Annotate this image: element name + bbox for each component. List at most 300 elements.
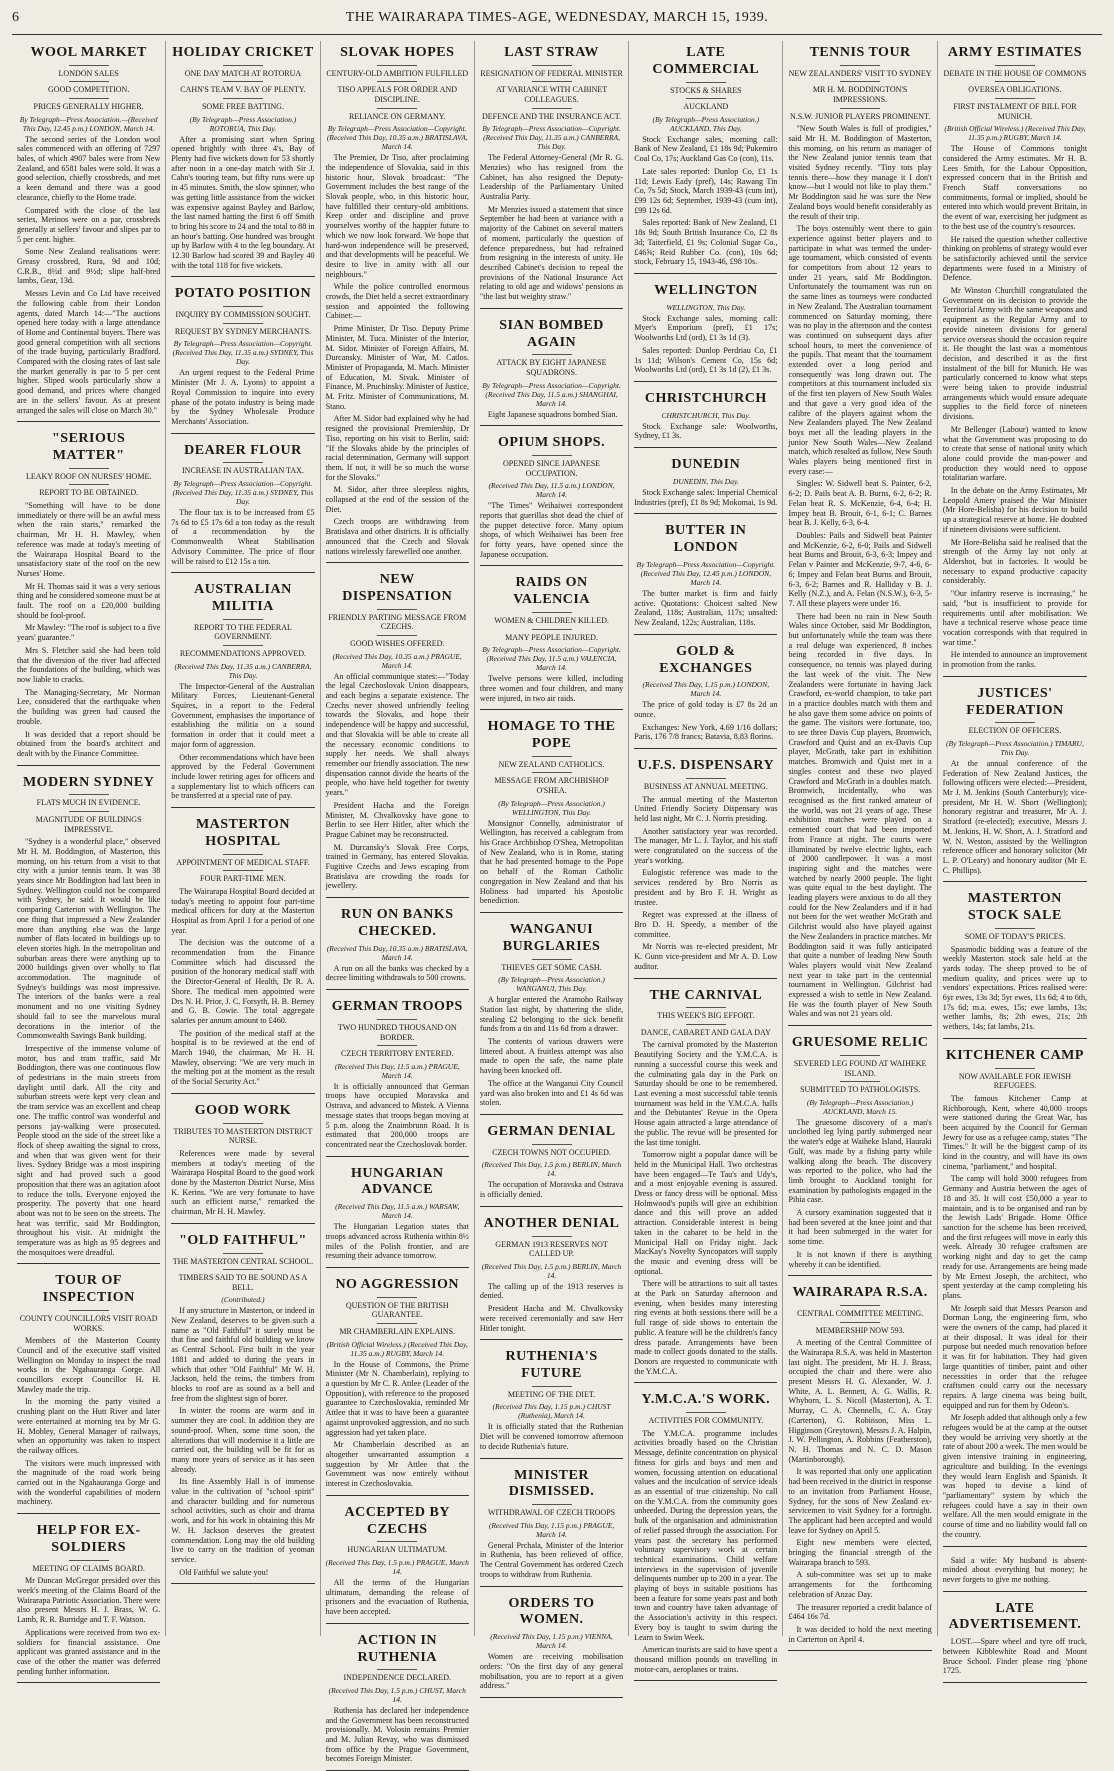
article	[480, 922, 623, 1115]
dateline: (By Telegraph—Press Association.) AUCKLAND, This Day.	[652, 114, 760, 133]
article	[788, 1035, 931, 1276]
article-rule	[171, 1583, 314, 1584]
article-paragraph: Stock Exchange sale: Woolworths, Sydney, £1 3s.	[634, 421, 778, 441]
divider	[377, 609, 417, 610]
article-headline: MASTERTON HOSPITAL	[195, 817, 290, 849]
article	[17, 45, 160, 422]
column-3	[321, 41, 475, 1764]
divider	[223, 645, 263, 646]
article-paragraph: While the police controlled enormous crowds, the Diet held a secret extraordinary session and appointed the following Cabinet:—	[325, 282, 469, 321]
divider	[532, 1144, 572, 1145]
article-paragraph: It was reported that only one application had been received in the district in response to an invitation from Parliament House, Sydney, for the sons of New Zealand ex-servicemen to visit Sydney for a fortnight. The applicant had been accepted and would leave for Sydney on April 5.	[788, 1467, 932, 1535]
article-headline: THE CARNIVAL	[649, 987, 763, 1003]
article-subheading: TIMBERS SAID TO BE SOUND AS A BELL.	[178, 1273, 308, 1292]
article-subheading: ACTIVITIES FOR COMMUNITY.	[648, 1416, 764, 1426]
divider	[223, 98, 263, 99]
divider	[377, 1323, 417, 1324]
divider	[223, 1253, 263, 1254]
article-paragraph: The Premier, Dr Tiso, after proclaiming the independence of Slovakia, said in this historic hour, Slovak broadcast: "The Government includes the best range of the Slovak people, who, in this historic hour, have fulfilled their century-old ambitions. Keep order and discipline and prove yourselves worthy of the happier future to which we now look forward. We hope that hard-won independence will be preserved, and that developments will be peaceful. We desire to live in amity with all our neighbours."	[325, 153, 469, 279]
article-paragraph: Mr Chamberlain described as an altogether unwarranted assumption a suggestion by Mr Attlee that the Government was now entirely without interest in Czechoslovakia.	[325, 1440, 469, 1489]
article-rule	[634, 748, 777, 749]
article-rule	[326, 562, 469, 563]
article	[788, 1285, 931, 1651]
article-subheading: FOUR PART-TIME MEN.	[200, 874, 286, 884]
article-paragraph: "The Times" Weihaiwei correspondent reports that guerillas shot dead the chief of the puppet detective force. Many opium shops, of which Weihaiwei has been free for forty years, have opened since the Japanese occupation.	[479, 501, 624, 559]
article	[171, 45, 314, 277]
article-paragraph: Mr Menzies issued a statement that since September he had been at variance with a majority of the Cabinet on several matters of moment, particularly the question of defence preparedness, but had refrained from resigning in the interests of unity. He described Cabinet's decision to repeal the provisions of the National Insurance Act relating to old age and widows' pensions as "the last but weighty straw."	[479, 204, 624, 302]
article-paragraph: The visitors were much impressed with the magnitude of the road work being carried out in the Ngahauranga Gorge and with the wonderful capabilities of modern machinery.	[17, 1458, 161, 1507]
article-headline: RAIDS ON VALENCIA	[513, 575, 590, 608]
divider	[532, 65, 572, 66]
divider	[995, 1068, 1035, 1069]
article-subheading: QUESTION OF THE BRITISH GUARANTEE.	[345, 1300, 449, 1320]
article-subheading: N.S.W. JUNIOR PLAYERS PROMINENT.	[789, 111, 931, 121]
article-paragraph: An official communique states:—"Today the legal Czechoslovak Union disappears, and each begins a separate existence. The Czechs never showed unfriendly feeling towards the Slovaks, and hope their independence will be happy and successful, and that Slovakia will be able to create all the necessary economic conditions to supply her needs. We shall always remember our friendly association. The new dispensation cannot divide the hearts of the people, who have held together for twenty years."	[325, 671, 469, 798]
article-subheading: HUNGARIAN ULTIMATUM.	[347, 1545, 448, 1555]
article-headline: ORDERS TO WOMEN.	[508, 1595, 595, 1628]
article-headline: LAST STRAW	[504, 45, 599, 60]
article-paragraph: Singles: W. Sidwell beat S. Painter, 6-2, 6-2; D. Pails beat A. B. Burns, 6-2, 6-2; R. Felan beat R. S. McKenzie, 6-4, 6-4; H. Impey beat B. Brouit, 6-1, 6-1; C. Barnes beat B. J. Kelly, 6-3, 6-4.	[788, 479, 932, 528]
article	[326, 572, 469, 898]
article	[171, 1233, 314, 1585]
article-headline: SIAN BOMBED AGAIN	[499, 317, 604, 350]
article-subheading: REPORT TO THE FEDERAL GOVERNMENT.	[194, 622, 292, 642]
article-paragraph: Ruthenia has declared her independence and the Government has been reconstructed provisionally. M. Volosin remains Premier and M. Julian Revay, who was dismissed from office by the Prague Government, becomes Foreign Minister.	[325, 1705, 469, 1764]
dateline: (By Telegraph—Press Association.) WANGANUI, This Day.	[498, 975, 605, 994]
article-paragraph: The House of Commons tonight considered the Army estimates. Mr H. B. Lees Smith, for the Labour Opposition, expressed concern that in the British and French Staff conversations no commitments, formal or implied, should be entered into which would prevent Britain, in the event of war, exercising her judgment as to the best use of the country's resources.	[942, 144, 1088, 231]
divider	[840, 1305, 880, 1306]
article-subheading: SOME FREE BATTING.	[201, 101, 284, 111]
article-rule	[943, 1546, 1087, 1547]
article-subheading: MEETING OF THE DIET.	[507, 1389, 596, 1399]
article-headline: ARMY ESTIMATES	[947, 45, 1083, 60]
article-headline: MODERN SYDNEY	[22, 774, 155, 790]
divider	[532, 108, 572, 109]
article	[17, 431, 160, 765]
article	[17, 775, 160, 1265]
divider	[377, 108, 417, 109]
article-paragraph: Stock Exchange sales: Imperial Chemical Industries (pref), £1 8s 9d; Mokomai, 1s 9d.	[634, 487, 778, 507]
divider	[686, 98, 726, 99]
article-headline: GERMAN DENIAL	[487, 1123, 616, 1139]
dateline: (Received This Day, 1.5 p.m.) CHUST, March 14.	[328, 1685, 466, 1704]
article	[943, 1556, 1087, 1592]
article-paragraph: Regret was expressed at the illness of Bro D. H. Speedy, a member of the committee.	[634, 910, 778, 939]
article-paragraph: "Sydney is a wonderful place," observed Mr H. M. Boddington, of Masterton, this morning, on his return from a visit to that city with a junior tennis team. It was 38 years since Mr Boddington had last been in Sydney. Wellington could not be compared with Sydney, he said. It would be like comparing Carterton with Wellington. The one thing that impressed a New Zealander more than anything else was the large number of flats located in buildings up to eleven stories high. In the metropolitan and suburban areas there were anything up to 2000 buildings given over wholly to flat accommodation. The magnitude of Sydney's buildings was most impressive. The interiors of the banks were a real monument and no one visiting Sydney should fail to see the marvelous mural decorations in the interior of the Commonwealth Savings Bank building.	[17, 837, 161, 1041]
article-headline: WELLINGTON	[654, 282, 758, 298]
article-rule	[788, 1275, 931, 1276]
article-paragraph: He raised the question whether collective thinking on problems of strategy would ever be satisfactorily achieved until the service departments were fused in a Ministry of Defence.	[942, 234, 1088, 283]
dateline: By Telegraph—Press Association—Copyright. (Received This Day, 10.35 a.m.) BRATISLAVA, March 14.	[326, 124, 468, 152]
article-headline: "OLD FAITHFUL"	[179, 1232, 307, 1248]
article-headline: GRUESOME RELIC	[791, 1035, 929, 1051]
article	[634, 1392, 777, 1681]
dateline: WELLINGTON, This Day.	[666, 302, 746, 312]
article-paragraph: Doubles: Pails and Sidwell beat Painter and McKenzie, 6-2, 6-0; Pails and Sidwell beat Burns and Brouit, 6-3, 6-3; Impey and Felan v Painter and McKenzie, 9-7, 4-6, 6-6; Impey and Felan beat Burns and Brouit, 6-3, 6-2; Barnes and R. Halliday v B. J. Kelly (N.Z.), and A. Felan (N.S.W.), 6-3, 5-7. All these players were under 16.	[788, 531, 932, 608]
article-rule	[480, 425, 623, 426]
article-subheading: GOOD COMPETITION.	[47, 85, 130, 95]
dateline: By Telegraph—Press Association—Copyright. (Received This Day, 12.45 p.m.) LONDON, March 14.	[636, 559, 776, 587]
divider	[223, 1269, 263, 1270]
article-paragraph: Mr Joseph added that although only a few refugees would be at the camp at the outset they would be arriving very shortly at the rate of about 200 a week. The men would be given intensive training in engineering, agriculture and building. In the evenings they would learn English and Spanish. It was hoped to devise a kind of "parliamentary" system by which the refugees could have a say in their own welfare. All the men would emigrate in the course of time and no liability would fall on the country.	[942, 1413, 1088, 1539]
article-subheading: RECOMMENDATIONS APPROVED.	[179, 649, 307, 659]
article-rule	[634, 978, 777, 979]
divider	[69, 81, 109, 82]
article	[480, 575, 623, 710]
article-subheading: COUNTY COUNCILLORS VISIT ROAD WORKS.	[19, 1314, 158, 1333]
dateline: (Received This Day, 11.5 a.m.) PRAGUE, March 14.	[334, 1061, 460, 1080]
article-subheading: CZECH TERRITORY ENTERED.	[340, 1049, 454, 1059]
article	[17, 1273, 160, 1514]
article-paragraph: The Managing-Secretary, Mr Norman Lee, considered that the earthquake when the building was green had caused the trouble.	[17, 687, 161, 726]
article-subheading: GOOD WISHES OFFERED.	[350, 639, 445, 649]
article-subheading: CZECH TOWNS NOT OCCUPIED.	[492, 1147, 611, 1157]
article-paragraph: In winter the rooms are warm and in summer they are cool. In addition they are sound-proof. When, some time soon, the alterations that will modernise it a little are carried out, the building will be fit for as many more years of service as it has seen already.	[171, 1406, 315, 1474]
article-rule	[326, 1623, 469, 1624]
article-paragraph: References were made by several members at today's meeting of the Wairarapa Hospital Board to the good work done by the Masterton District Nurse, Miss K. Kerins. "We are very fortunate to have such an efficient nurse," remarked the chairman, Mr H. H. Mawley.	[171, 1148, 315, 1217]
article-paragraph: Said a wife: My husband is absent-minded about everything but money; he never forgets to give me nothing.	[942, 1555, 1088, 1584]
article-paragraph: It is not known if there is anything whereby it can be identified.	[788, 1249, 932, 1269]
article-headline: CHRISTCHURCH	[644, 390, 767, 406]
column-4	[475, 41, 629, 1691]
article-paragraph: LOST.—Spare wheel and tyre off truck, between Kibblewhite Road and Mount Bruce School. Finder please ring 'phone 1725.	[942, 1637, 1088, 1676]
article-headline: ANOTHER DENIAL	[483, 1215, 620, 1231]
article-headline: "SERIOUS MATTER"	[52, 431, 126, 464]
article-subheading: WITHDRAWAL OF CZECH TROOPS	[487, 1508, 616, 1518]
article-paragraph: "New South Wales is full of prodigies," said Mr H. M. Boddington of Masterton, this morning, on his return as manager of the New Zealand junior tennis team that visited Sydney recently. "Tiny tots play tennis there—how they manage it I don't know—but I would not like to play them." Mr Boddington said he was sure the New Zealand boys would benefit considerably as the result of their trip.	[788, 124, 932, 221]
article-subheading: NEW ZEALAND CATHOLICS.	[498, 759, 605, 769]
article-rule	[788, 1025, 931, 1026]
article-paragraph: The butter market is firm and fairly active. Quotations: Choicest salted New Zealand, 118s; Australian, 117s; unsalted: New Zealand, 122s; Australian, 118s.	[634, 588, 778, 628]
article-rule	[17, 765, 160, 766]
column-2	[166, 41, 320, 1636]
article-rule	[480, 709, 623, 710]
article-paragraph: The gruesome discovery of a man's unclothed leg lying partly submerged near the water's edge at Waiheke Island, Hauraki Gulf, was made by a fishing party while walking along the beach. The discovery was reported to the police, who had the limb brought to Auckland tonight for examination by pathologists engaged in the Pihia case.	[788, 1117, 932, 1205]
article-paragraph: Czech troops are withdrawing from Bratislava and other districts. It is officially announced that the Czech and Slovak nations wirelessly farewelled one another.	[325, 517, 469, 556]
article	[171, 443, 314, 574]
article-paragraph: President Hacha and the Foreign Minister, M. Chvalkovsky have gone to Berlin to see Herr Hitler, after which the Prague Cabinet may be reconstructed.	[325, 800, 469, 839]
article-subheading: RESIGNATION OF FEDERAL MINISTER	[480, 68, 623, 78]
article-subheading: REPORT TO BE OBTAINED.	[39, 488, 139, 498]
article-paragraph: The flour tax is to be increased from £5 7s 6d to £5 17s 6d a ton today as the result of a recommendation by the Commonwealth Wheat Stabilisation Advisory Committee. The price of flour will be raised to £12 15s a ton.	[171, 508, 315, 566]
divider	[995, 928, 1035, 929]
article-subheading: FRIENDLY PARTING MESSAGE FROM CZECHS.	[328, 612, 467, 632]
article-paragraph: Eulogistic reference was made to the services rendered by Bro Norris as president and by Bro F. H. Wright as trustee.	[634, 868, 778, 907]
article-paragraph: The occupation of Moravska and Ostrava is officially denied.	[479, 1180, 624, 1200]
article-paragraph: Stock Exchange sales, morning call: Bank of New Zealand, £1 18s 9d; Pukemiro Coal Co, 17s; Auckland Gas Co (con), 11s.	[634, 134, 778, 164]
article-paragraph: Women are receiving mobilisation orders: "On the first day of any general mobilisation, you are to report at a given address."	[479, 1652, 624, 1691]
article-paragraph: Mrs S. Fletcher said she had been told that the diversion of the river had affected the foundations of the building, which was now liable to cracks.	[17, 645, 161, 684]
article-headline: HOMAGE TO THE POPE	[487, 719, 616, 752]
article-subheading: LONDON SALES	[58, 68, 119, 78]
divider	[686, 82, 726, 83]
article	[634, 758, 777, 978]
article-paragraph: Other recommendations which have been approved by the Federal Government include lower retiring ages for officers and a supplementary list to which officers can be transferred at a special rate of pay.	[171, 752, 315, 801]
article-subheading: SEVERED LEG FOUND AT WAIHEKE ISLAND.	[793, 1058, 927, 1078]
dateline: By Telegraph—Press Association—Copyright. (Received This Day, 11.5 a.m.) VALENCIA, March 14.	[482, 645, 621, 673]
divider	[69, 811, 109, 812]
dateline: CHRISTCHURCH, This Day.	[661, 410, 751, 420]
article	[326, 1505, 469, 1624]
article-rule	[480, 565, 623, 566]
divider	[995, 81, 1035, 82]
article-paragraph: Mr Mawley: "The roof is subject to a five years' guarantee."	[17, 623, 161, 643]
dateline: (Received This Day, 11.5 a.m.) WARSAW, March 14.	[335, 1202, 460, 1221]
article-paragraph: In the debate on the Army Estimates, Mr Leopold Amery praised the War Minister (Mr Hore-Belisha) for his decision to build up a strategical reserve at home. He doubted if nineteen divisions were sufficient.	[942, 486, 1088, 534]
article-rule	[480, 1697, 623, 1698]
article	[480, 45, 623, 309]
article-paragraph: He intended to announce an improvement in promotion from the ranks.	[942, 650, 1088, 670]
divider	[223, 854, 263, 855]
article-paragraph: At the annual conference of the Federation of New Zealand Justices, the following officers were elected:—President, Mr J. M. Jenkins (South Canterbury); vice-president, Mr H. W. Short (Wellington); honorary registrar and treasurer, Mr A. J. Stratford (re-elected); executive, Messrs J. M. Jenkins, H. W. Short, A. J. Stratford and W. N. Weston, assisted by the Wellington reference officer and honorary solicitor (Mr L. P. O'Leary) and honorary auditor (Mr E. C. Phillips).	[942, 758, 1088, 875]
dateline: (Contributed.)	[221, 1295, 265, 1305]
article-rule	[326, 1156, 469, 1157]
divider	[223, 462, 263, 463]
divider	[377, 1297, 417, 1298]
divider	[995, 722, 1035, 723]
dateline: (Received This Day, 1.5 p.m.) PRAGUE, March 14.	[325, 1557, 469, 1576]
article-subheading: SOME OF TODAY'S PRICES.	[964, 931, 1066, 941]
article	[943, 891, 1087, 1039]
article-subheading: CENTURY-OLD AMBITION FULFILLED	[326, 68, 469, 78]
article-subheading: INQUIRY BY COMMISSION SOUGHT.	[175, 310, 311, 320]
dateline: By Telegraph—Press Association.—(Received This Day, 12.45 p.m.) LONDON, March 14.	[19, 114, 158, 133]
article	[634, 988, 777, 1384]
article-subheading: LEAKY ROOF ON NURSES' HOME.	[25, 471, 152, 481]
article-paragraph: The Federal Attorney-General (Mr R. G. Menzies) who has resigned from the Cabinet, has also resigned the Deputy-Leadership of the Parliamentary United Australia Party.	[479, 153, 624, 201]
article-subheading: ATTACK BY EIGHT JAPANESE SQUADRONS.	[496, 358, 607, 377]
dateline: (Received This Day, 1.5 p.m.) BERLIN, March 14.	[481, 1261, 622, 1280]
article-headline: NEW DISPENSATION	[342, 572, 453, 605]
dateline: (Received This Day, 1.15 p.m.) VIENNA, March 14.	[490, 1632, 613, 1651]
article-paragraph: General Prchala, Minister of the Interior in Ruthenia, has been relieved of office. The Central Government has ordered Czech troops to withdraw from Ruthenia.	[479, 1540, 624, 1579]
article-paragraph: "Our infantry reserve is increasing," he said, "but is insufficient to provide for requirements until after mobilisation. We have a technical reserve whose peace time vocation corresponds with that required in war time."	[942, 589, 1088, 647]
article-paragraph: The position of the medical staff at the hospital is to be reviewed at the end of March 1940, the chairman, Mr H. H. Mawley, observing: "We are very much in the melting pot at the moment as the result of the Social Security Act."	[171, 1028, 315, 1087]
article-rule	[326, 1267, 469, 1268]
divider	[686, 1007, 726, 1008]
article-rule	[480, 1458, 623, 1459]
article-subheading: DEFENCE AND THE INSURANCE ACT.	[482, 111, 622, 121]
article-paragraph: The decision was the outcome of a recommendation from the Finance Committee which had discussed the position of the honorary medical staff with the Director-General of Health, Dr R. A. Shore. The medical men appointed were Drs N. H. Prior, J. C. Forsyth, H. B. Berney and G. B. Cowie. The total aggregate salaries per annum amount to £460.	[171, 938, 315, 1025]
article-headline: ACTION IN RUTHENIA	[357, 1632, 438, 1665]
article-paragraph: It was decided to hold the next meeting in Carterton on April 4.	[788, 1624, 932, 1644]
article-subheading: TISO APPEALS FOR ORDER AND DISCIPLINE.	[337, 85, 458, 104]
article-rule	[634, 1382, 777, 1383]
article-subheading: MAGNITUDE OF BUILDINGS IMPRESSIVE.	[35, 815, 142, 834]
article-paragraph: After a promising start when Spring opened brightly with three 4's, Bay of Plenty had five wickets down for 53 shortly after noon in a one-day match with Sir J. Cahn's touring team, but fifty runs were up in 45 minutes. Smith, the slow spinner, who was getting little assistance from the wicket was expensive against Bayley and Barlow, the last named batting the first 6 off Smith to bring his score to 24 and the total to 88 in an hour's batting. One hundred was brought up by Barlow with 4 to the leg boundary. At 12.30 Barlow had scored 39 and Bayley 40 with the total 118 for five wickets.	[171, 134, 315, 270]
article	[634, 391, 777, 448]
article-paragraph: Tomorrow night a popular dance will be held in the Municipal Hall. Two orchestras have been engaged—Te Tau's and Udy's, and a most enjoyable evening is assured. Dress or fancy dress will be optional. Miss Holmwood's pupils will give an exhibition dance and this will prove an added attraction. Considerable interest is being taken in the cabaret to be held in the Municipal Hall on Friday night. Jack MacKay's Novelty Syncopators will supply the music and evening dress will be optional.	[634, 1150, 778, 1276]
divider	[532, 756, 572, 757]
article-rule	[480, 1339, 623, 1340]
divider	[840, 108, 880, 109]
article-subheading: GERMAN 1913 RESERVES NOT CALLED UP.	[495, 1239, 608, 1259]
article-headline: JUSTICES' FEDERATION	[966, 685, 1064, 718]
divider	[69, 65, 109, 66]
article-rule	[943, 1591, 1087, 1592]
article-rule	[17, 1263, 160, 1264]
newspaper-title: THE WAIRARAPA TIMES-AGE, WEDNESDAY, MARCH 15, 1939.	[345, 10, 769, 25]
article-headline: DUNEDIN	[671, 457, 741, 473]
article-rule	[480, 912, 623, 913]
article-headline: RUTHENIA'S FUTURE	[505, 1349, 598, 1382]
article-rule	[326, 989, 469, 990]
article-rule	[634, 513, 777, 514]
article-headline: BUTTER IN LONDON	[665, 523, 747, 556]
article-headline: GOOD WORK	[194, 1102, 292, 1118]
article-paragraph: Irrespective of the immense volume of motor, bus and tram traffic, said Mr Boddington, there was one continuous flow of pedestrians in the main streets from daylight until dark. All the city and suburban streets were kept very clean and the tram service was an excellent and cheap one. The traffic control was wonderful and persons jay-walking were prosecuted. People stood on the side of the street like a flock of sheep awaiting the signal to cross, and when that was given went for their lives. Sydney Bridge was a most inspiring sight and had proved such a good proposition that there was an agitation afoot to reduce the tolls. Everyone enjoyed the prosperity. The poverty that one heard about was not to be seen on the streets. The heat was terrific, said Mr Boddington, throughout his visit. At midnight the temperature was as high as 95 degrees and the mosquitoes were dreadful.	[17, 1043, 161, 1257]
article-subheading: INCREASE IN AUSTRALIAN TAX.	[182, 466, 304, 476]
divider	[69, 1310, 109, 1311]
article-headline: OPIUM SHOPS.	[497, 435, 606, 451]
article-headline: KITCHENER CAMP	[945, 1047, 1084, 1063]
article-paragraph: The second series of the London wool sales commenced with an offering of 7297 bales, of which 4907 bales were from New Zealand, and 6581 bales were sold. It was a good selection, chiefly crossbreds, and met a keen demand and there was a good clearance, chiefly to the Home trade.	[17, 134, 161, 202]
article-paragraph: Late sales reported: Dunlop Co, £1 1s 11d; Lewis Eady (pref), 14s; Rawang Tin Co, 7s 5d; Stock, March 1939-43 (cum int), £99 12s 6d; September, 1939-43 (cum int), £99 12s 6d.	[634, 166, 778, 215]
dateline: (Received This Day, 11.5 a.m.) LONDON, March 14.	[488, 481, 615, 500]
article-paragraph: Twelve persons were killed, including three women and four children, and many were injured, in two air raids.	[479, 674, 624, 703]
article-paragraph: M. Durcansky's Slovak Free Corps, trained in Germany, has entered Slovakia. Fugitive Czechs and Jews escaping from Bratislava are crowding the roads for jewellery.	[325, 842, 469, 891]
article-paragraph: "Something will have to be done immediately or there will be an awful mess when the rain starts," remarked the chairman, Mr H. H. Mawley, when reference was made at today's meeting of the Wairarapa Hospital Board to the unsatisfactory state of the roof on the new Nurses' Home.	[17, 501, 161, 578]
article-headline: HUNGARIAN ADVANCE	[351, 1165, 444, 1198]
column-5	[629, 41, 783, 1674]
article	[943, 45, 1087, 677]
article-paragraph: Some New Zealand realisations were: Greasy crossbred, Rura, 9d and 10d; C.R.B., 8½d and 9½d; slipe half-bred lambs, Gear, 13d.	[17, 247, 161, 286]
article-paragraph: Old Faithful we salute you!	[179, 1567, 269, 1577]
article-paragraph: A meeting of the Central Committee of the Wairarapa R.S.A. was held in Masterton last night. The president, Mr H. J. Brass, occupied the chair and there were also present Messrs H. G. Alexander, W. J. White, A. L. Bennett, A. G. Wallis, R. Whyborn, L. S. Nicoll (Masterton), A. T. Murray, C. A. Chennells, C. A. Gray (Carterton), G. Robinson, Miss L. Higginson (Greytown), Messrs J. A. Halpin, J. W. Pellington, A. Robbins (Featherston), N. H. Thomas and N. C. D. Mason (Martinborough).	[788, 1338, 932, 1464]
article-paragraph: Spasmodic bidding was a feature of the weekly Masterton stock sale held at the yards today. The sheep proved to be of medium quality, and prices were up to vendors' expectations. Prices realised were: 6yr ewes, 13s 3d; 5yr ewes, 11s 6d; 4 to 6th, 17s 6d; m.a. ewes, 15s; ewe lambs, 13s; wether lambs, 8s; 2th ewes, 21s; 2th wethers, 14s; fat lambs, 21s.	[942, 944, 1088, 1032]
article	[326, 45, 469, 563]
page-number: 6	[12, 10, 19, 25]
article-subheading: OVERSEA OBLIGATIONS.	[968, 85, 1062, 95]
article-rule	[171, 572, 314, 573]
divider	[532, 959, 572, 960]
article-rule	[171, 433, 314, 434]
article-rule	[634, 447, 777, 448]
article-headline: TENNIS TOUR	[809, 45, 911, 60]
article-paragraph: Mr Norris was re-elected president, Mr K. Gunn vice-president and Mr A. D. Low auditor.	[634, 942, 778, 971]
article-subheading: SUBMITTED TO PATHOLOGISTS.	[800, 1085, 921, 1095]
divider	[532, 455, 572, 456]
divider	[532, 1386, 572, 1387]
divider	[840, 81, 880, 82]
divider	[223, 65, 263, 66]
article-paragraph: There had been no rain in New South Wales since October, said Mr Boddington, but unfortunately while the team was there a real deluge was experienced, 8 inches being recorded in five days. In consequence, no tennis was played during the last week of the visit. The New Zealanders were fortunate in having Jack Crawford, ex-world champion, to take part in a practice doubles match with them and he also gave them some advice on points of the game. The visitors were fortunate, too, to see three Davis Cup players, Bromwich, Crawford and Quist and an ex-Davis Cup player, McGrath, take part in exhibition matches. Bromwich and Quist met in a singles contest and these two played Crawford and McGrath in a doubles match. Bromwich, incidentally, who was recognised as the first ranked amateur of the world, was not 21 years of age. These exhibition matches were played on a cemented court that had been imported from France at night. The courts were illuminated by twelve electric lights, each of 2000 candlepower. It was a most inspiring sight and the matches were watched by nearly 2000 people. The light was quite equal to the best daylight. The leading players were anxious to do all they could for the New Zealanders and if it had not been for the wet weather McGrath and Gilchrist would also have played against the New Zealanders in practice matches. Mr Boddington said it was fully anticipated that quite a number of leading New South Wales players would visit New Zealand next year to take part in the centennial tournament in Wellington. Gilchrist had expressed a wish to settle in New Zealand. He was the fourth player of New South Wales and was not 21 years old.	[788, 611, 932, 1019]
article-paragraph: Applications were received from two ex-soldiers for financial assistance. One applicant was granted assistance and in the case of the other the matter was deferred pending further information.	[17, 1627, 161, 1676]
article-paragraph: The camp will hold 3000 refugees from Germany and Austria between the ages of 18 and 35. It will cost £50,000 a year to maintain, and is to be organised and run by the Jewish Lads' Brigade. Home Office sanction for the scheme has been received, and the first refugees will move in early this week. Already 30 refugee craftsmen are working night and day to get the camp ready for use. Arrangements are being made by Mr Ernest Joseph, the architect, who spent yesterday at the camp completing his plans.	[942, 1174, 1088, 1300]
article-headline: NO AGGRESSION	[335, 1277, 460, 1293]
divider	[223, 306, 263, 307]
article-paragraph: Exchanges: New York, 4.69 1/16 dollars; Paris, 176 7/8 francs; Batavia, 8.83 florins.	[634, 722, 778, 742]
dateline: (Received This Day, 10.35 a.m.) BRATISLAVA, March 14.	[326, 943, 468, 962]
article-rule	[171, 1093, 314, 1094]
article-paragraph: Messrs Levin and Co Ltd have received the following cable from their London agents, dated March 14:—"The auctions opened here today with a large attendance of Home and Continental buyers. There was good general competition with all sections of the trade buying, particularly Bradford. Compared with the closing rates of last sale the market generally is par to 5 per cent higher. Sliped wools particularly show a good demand, and prices where changed are in the sellers' favour. As at present arranged the sales will close on March 30."	[17, 289, 161, 415]
article-subheading: AUCKLAND	[683, 102, 729, 112]
article-headline: WAIRARAPA R.S.A.	[792, 1285, 928, 1301]
article	[480, 1468, 623, 1587]
article-rule	[788, 1650, 931, 1651]
dateline: DUNEDIN, This Day.	[672, 476, 739, 486]
article-paragraph: If any structure in Masterton, or indeed in New Zealand, deserves to be given such a name as "Old Faithful" it surely must be that fine and faithful old building we know as Central School. First built in the year 1881 and added to during the years in which that other "Old Faithful" Mr W. H. Jackson, held the reins, the timbers from blocks to roof are as sound as a bell and free from the slightest sign of borer.	[171, 1306, 315, 1403]
article-paragraph: Stock Exchange sales, morning call: Myer's Emporium (pref), £1 17s; Woolworths Ltd (ord), £1 3s 1d (3).	[634, 313, 778, 343]
article-subheading: AT VARIANCE WITH CABINET COLLEAGUES.	[495, 85, 608, 104]
article-headline: WOOL MARKET	[30, 45, 147, 60]
divider	[69, 484, 109, 485]
article-paragraph: Mr Joseph said that Messrs Pearson and Dorman Long, the engineering firm, who were the owners of the camp, had placed it at their disposal. It was ideal for their purpose but needed much renovation before it was fit for habitation. They had given large quantities of timber, paint and other necessities in order that the refugee craftsmen could carry out the necessary repairs. A large cinema was being built, equipped and run for them by Odeon's.	[942, 1303, 1088, 1410]
article-paragraph: Mr Hore-Belisha said he realised that the strength of the Army lay not only at Aldershot, but in factories. It would be necessary to expand productive capacity considerably.	[942, 537, 1088, 586]
article	[634, 283, 777, 382]
article-headline: SLOVAK HOPES	[340, 45, 455, 60]
article-paragraph: American tourists are said to have spent a thousand million pounds on travelling in motor-cars, aeroplanes or trains.	[634, 1645, 778, 1674]
article-paragraph: Monsignor Connelly, administrator of Wellington, has received a cablegram from his Grace Archbishop O'Shea, Metropolitan of New Zealand, who is in Rome, stating that he had presented homage to the Pope on behalf of the Roman Catholic congregation in New Zealand and that his Holiness had imparted his Apostolic benediction.	[479, 818, 624, 906]
article-subheading: MANY PEOPLE INJURED.	[505, 632, 598, 642]
article-paragraph: The annual meeting of the Masterton United Friendly Society Dispensary was held last night, Mr C. J. Norris presiding.	[634, 794, 778, 823]
article-headline: AUSTRALIAN MILITIA	[194, 582, 292, 615]
article-subheading: FLATS MUCH IN EVIDENCE.	[36, 798, 141, 808]
article-subheading: FIRST INSTALMENT OF BILL FOR MUNICH.	[953, 101, 1077, 121]
article-rule	[943, 1038, 1087, 1039]
article-subheading: THE MASTERTON CENTRAL SCHOOL.	[172, 1256, 314, 1266]
article-rule	[17, 1513, 160, 1514]
article-rule	[480, 1206, 623, 1207]
article-paragraph: It is officially stated that the Ruthenian Diet will be convened tomorrow afternoon to decide Ruthenia's future.	[479, 1422, 624, 1451]
article-rule	[634, 634, 777, 635]
divider	[377, 635, 417, 636]
dateline: By Telegraph—Press Association—Copyright. (Received This Day, 11.35 a.m.) SYDNEY, This Day.	[172, 479, 314, 507]
article-paragraph: A burglar entered the Aramoho Railway Station last night, by shattering the slide, stealing £2 belonging to the sick benefit funds from a tin and 11s 6d from a drawer.	[479, 995, 624, 1034]
article-paragraph: A cursory examination suggested that it had been severed at the knee joint and that it had been submerged in the water for some time.	[788, 1208, 932, 1247]
dateline: (By Telegraph—Press Association.) WELLINGTON, This Day.	[498, 798, 605, 817]
divider	[686, 1024, 726, 1025]
article-subheading: ONE DAY MATCH AT ROTORUA	[184, 68, 302, 78]
article-paragraph: It is officially announced that German troops have occupied Moravska and Ostrava, and advanced to Mistek. A Vienna message states that troops began moving at 5 p.m. along the Znaimbrunn Road. It is estimated that 200,000 troops are concentrated near the Czechoslovak border.	[325, 1081, 469, 1149]
article-paragraph: The Y.M.C.A. programme includes activities broadly based on the Christian Message, definite concentration on physical fitness for girls and boys and men and women, focussing attention on educational values and the inculcation of service ideals as an essential of true citizenship. No call on the Y.M.C.A. from the community goes unheeded. During the depression years, the bulk of the organisation and administration of relief passed through the association. For years past the secretary has performed voluntary supervisory work at certain technical examinations. Child welfare interviews in the supervision of juvenile delinquents number up to 200 in a year. The playing of boys in suitable positions has been a feature for some years past and both town and country have taken advantage of the Association's activity in this respect. Every boy is taught to swim during the Learn to Swim Week.	[634, 1428, 778, 1642]
article	[943, 1601, 1087, 1683]
article-headline: MINISTER DISMISSED.	[508, 1467, 595, 1500]
article-paragraph: An urgent request to the Federal Prime Minister (Mr J. A. Lyons) to appoint a Royal Commission to inquire into every phase of the potato industry is being made by the Sydney Wholesale Produce Merchants' Association.	[171, 368, 315, 426]
article-subheading: REQUEST BY SYDNEY MERCHANTS.	[174, 326, 312, 336]
divider	[223, 323, 263, 324]
article-paragraph: Mr Bellenger (Labour) wanted to know what the Government was proposing to do to create that sense of national unity which alone could provide the man-power and production they would need to oppose totalitarian warfare.	[942, 424, 1088, 483]
dateline: (British Official Wireless.) (Received This Day, 11.35 p.m.) RUGBY, March 14.	[944, 124, 1086, 143]
article-headline: LATE COMMERCIAL	[652, 45, 760, 77]
article-paragraph: The Hungarian Legation states that troops advanced across Ruthenia within 8½ miles of the Polish frontier, and are resuming their advance tomorrow.	[325, 1222, 469, 1261]
article-rule	[943, 676, 1087, 677]
article-subheading: MEETING OF CLAIMS BOARD.	[32, 1563, 145, 1573]
dateline: (British Official Wireless.) (Received This Day, 11.35 a.m.) RUGBY, March 14.	[326, 1339, 468, 1358]
article-headline: U.F.S. DISPENSARY	[637, 758, 775, 774]
article-rule	[634, 273, 777, 274]
article-subheading: MESSAGE FROM ARCHBISHOP O'SHEA.	[494, 776, 609, 796]
article-rule	[326, 1495, 469, 1496]
article	[326, 1633, 469, 1771]
divider	[532, 612, 572, 613]
article-paragraph: Eight Japanese squadrons bombed Sian.	[487, 409, 618, 419]
dateline: (Received This Day, 11.35 a.m.) CANBERRA, This Day.	[174, 661, 312, 680]
article	[326, 1277, 469, 1496]
article-subheading: THIEVES GET SOME CASH.	[501, 962, 602, 972]
article	[480, 719, 623, 913]
divider	[532, 1504, 572, 1505]
article-subheading: STOCKS & SHARES	[670, 85, 742, 95]
article	[326, 1166, 469, 1268]
divider	[377, 81, 417, 82]
article	[480, 1596, 623, 1698]
article-subheading: MR H. M. BODDINGTON'S IMPRESSIONS.	[812, 85, 908, 104]
divider	[686, 778, 726, 779]
article-paragraph: The carnival promoted by the Masterton Beautifying Society and the Y.M.C.A. is running a successful course this week and the culminating gala day in the Park on Saturday should be one to be remembered. Last evening a most successful table tennis tournament was held in the Y.M.C.A. halls and the Debutantes' Revue in the Opera House again attracted a large attendance of the public. The revue will be presented for the last time tonight.	[634, 1040, 778, 1147]
article	[634, 644, 777, 749]
article	[480, 318, 623, 426]
